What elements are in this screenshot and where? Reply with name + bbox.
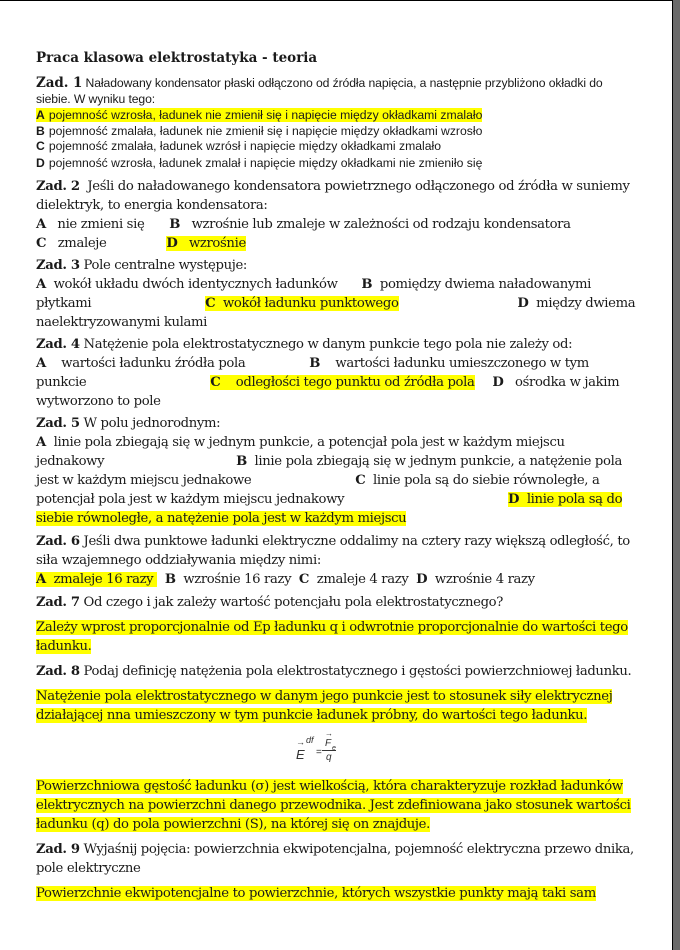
option-d: D linie pola są do siebie równoległe, a natężenie pola jest w każdym miejscu: [36, 492, 623, 526]
question-4: [36, 335, 636, 411]
question-text: Jeśli do naładowanego kondensatora powietrznego odłączonego od źródła w suniemy dielektryk, to energia kondensatora:: [36, 179, 630, 213]
option-a: A wokół układu dwóch identycznych ładunków: [36, 277, 338, 292]
document-content: [36, 49, 636, 909]
formula-numerator: F: [325, 738, 332, 749]
answer-text: Powierzchnie ekwipotencjalne to powierzchnie, których wszystkie punkty mają taki sam: [36, 886, 596, 901]
question-text: Od czego i jak zależy wartość potencjału pola elektrostatycznego?: [83, 595, 503, 610]
question-label: Zad. 1: [36, 75, 83, 91]
question-9: [36, 840, 636, 903]
option-c: C wokół ładunku punktowego: [205, 296, 399, 311]
document-title: Praca klasowa elektrostatyka - teoria: [36, 50, 318, 66]
option-a: A linie pola zbiegają się w jednym punkcie, a potencjał pola jest w każdym miejscu jednakowy: [36, 435, 565, 469]
option-b: B wzrośnie 16 razy: [164, 572, 292, 587]
field-formula: [16, 729, 636, 767]
question-label: Zad. 9: [36, 842, 80, 857]
question-label: Zad. 8: [36, 664, 80, 679]
question-3: [36, 256, 636, 332]
question-label: Zad. 2: [36, 179, 80, 194]
question-7: [36, 593, 636, 656]
option-b: B wartości ładunku umieszczonego w tym punkcie: [36, 356, 589, 390]
option-c: C zmaleje: [36, 236, 107, 251]
option-d: D wzrośnie 4 razy: [416, 572, 535, 587]
question-6: [36, 532, 636, 589]
formula-def: df: [306, 735, 314, 745]
vector-arrow-icon: →: [296, 737, 305, 747]
question-label: Zad. 3: [36, 258, 80, 273]
option-c: C zmaleje 4 razy: [298, 572, 409, 587]
question-text: Jeśli dwa punktowe ładunki elektryczne oddalimy na cztery razy większą odległość, to siła wzajemnego oddziaływania między nimi:: [36, 534, 630, 568]
option-d: D ośrodka w jakim wytworzono to pole: [36, 375, 620, 409]
question-text: Naładowany kondensator płaski odłączono od źródła napięcia, a następnie przybliżono okładki do siebie. W wyniku tego:: [36, 76, 603, 106]
question-8: [36, 662, 636, 834]
question-label: Zad. 7: [36, 595, 80, 610]
formula-subscript: e: [332, 745, 336, 752]
option-b: B wzrośnie lub zmaleje w zależności od rodzaju kondensatora: [169, 217, 571, 232]
question-2: [36, 177, 636, 253]
question-text: W polu jednorodnym:: [83, 416, 221, 431]
question-1: [36, 76, 636, 171]
option-a: A wartości ładunku źródła pola: [36, 356, 246, 371]
option-c: C linie pola są do siebie równoległe, a potencjał pola jest w każdym miejscu jednakowy: [36, 473, 600, 507]
answer-text: Powierzchniowa gęstość ładunku (σ) jest wielkością, która charakteryzuje rozkład ładunków elektrycznych na powierzchni danego przewodnika. Jest zdefiniowana jako stosunek wartości ładunku (q) do pola powierzchni (S), na której się on znajduje.: [36, 779, 631, 832]
fraction-bar: [322, 750, 336, 751]
question-5: [36, 414, 636, 528]
answer-text: Natężenie pola elektrostatycznego w danym jego punkcie jest to stosunek siły elektrycznej działającej nna umieszczony w tym punkcie ładunek próbny, do wartości tego ładunku.: [36, 689, 613, 723]
question-label: Zad. 5: [36, 416, 80, 431]
question-label: Zad. 6: [36, 534, 80, 549]
question-label: Zad. 4: [36, 337, 80, 352]
formula-lhs: E: [296, 747, 305, 762]
formula-denominator: q: [326, 752, 332, 763]
option-a: A nie zmieni się: [36, 217, 145, 232]
option-b: B pomiędzy dwiema naładowanymi płytkami: [36, 277, 592, 311]
question-text: Wyjaśnij pojęcia: powierzchnia ekwipotencjalna, pojemność elektryczna przewo dnika, pole elektryczne: [36, 842, 634, 876]
option-d: D pojemność wzrosła, ładunek zmalał i napięcie między okładkami nie zmieniło się: [36, 155, 483, 170]
vector-arrow-icon: →: [325, 729, 333, 738]
formula-equals: =: [316, 747, 322, 758]
option-a: A zmaleje 16 razy: [36, 572, 157, 587]
option-a: A pojemność wzrosła, ładunek nie zmienił się i napięcie między okładkami zmalało: [36, 108, 483, 122]
option-c: C pojemność zmalała, ładunek wzrósł i napięcie między okładkami zmalało: [36, 139, 442, 153]
question-text: Natężenie pola elektrostatycznego w danym punkcie tego pola nie zależy od:: [83, 337, 573, 352]
option-d: D między dwiema naelektryzowanymi kulami: [36, 296, 636, 330]
option-d: D wzrośnie: [166, 236, 246, 251]
question-text: Podaj definicję natężenia pola elektrostatycznego i gęstości powierzchniowej ładunku.: [83, 664, 632, 679]
option-b: B linie pola zbiegają się w jednym punkcie, a natężenie pola jest w każdym miejscu jednakowe: [36, 454, 622, 488]
question-text: Pole centralne występuje:: [83, 258, 247, 273]
answer-text: Zależy wprost proporcjonalnie od Ep ładunku q i odwrotnie proporcjonalnie do wartości tego ładunku.: [36, 620, 628, 654]
option-b: B pojemność zmalała, ładunek nie zmienił się i napięcie między okładkami wzrosło: [36, 123, 483, 138]
option-c: C odległości tego punktu od źródła pola: [210, 375, 475, 390]
